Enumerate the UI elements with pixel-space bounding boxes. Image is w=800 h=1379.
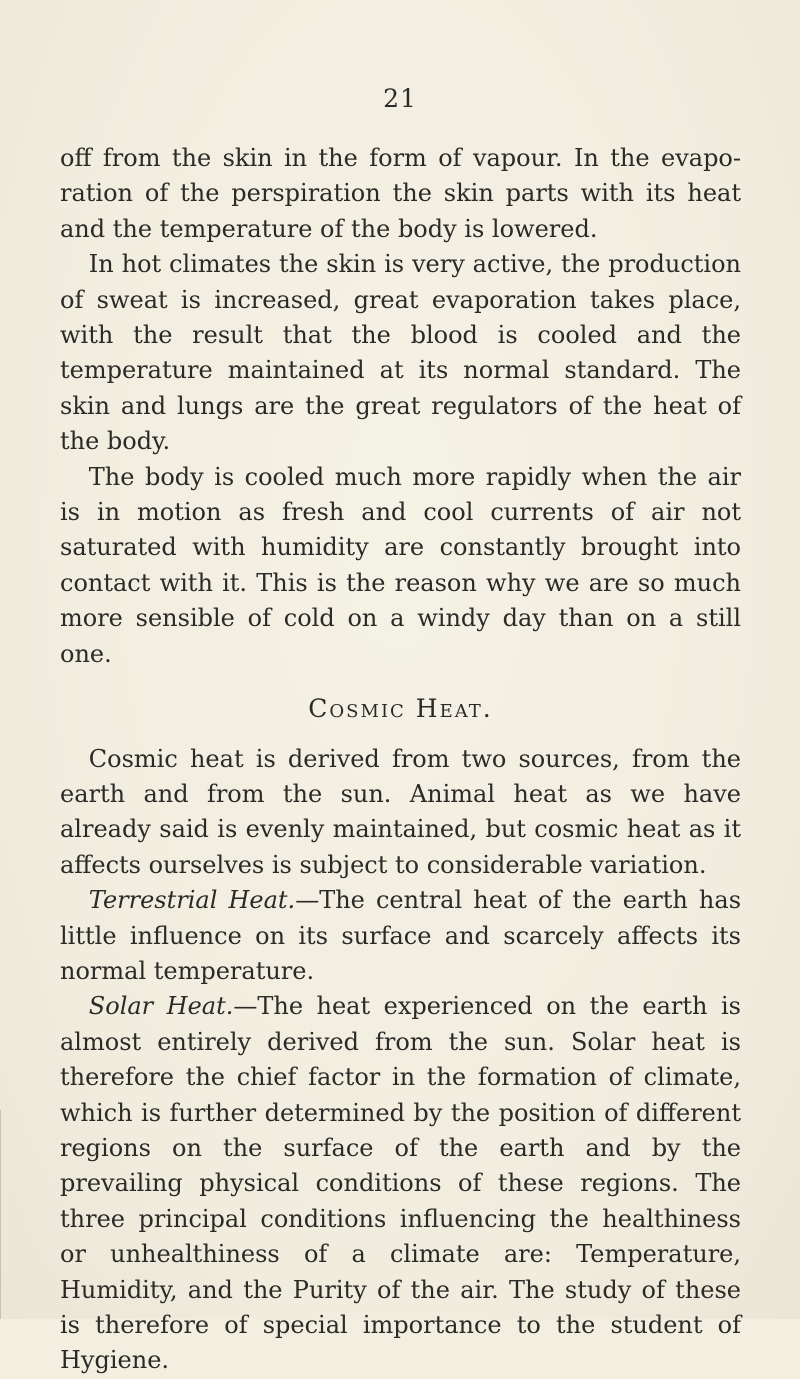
page-edge-line (0, 1110, 1, 1319)
paragraph-solar-heat (60, 989, 741, 1378)
terrestrial-heat-label: Terrestrial Heat. (88, 886, 296, 915)
terrestrial-heat-text: —The central heat of the earth has little influence on its surface and scarcely affects its normal temperature. (60, 886, 742, 985)
paragraph-4: Cosmic heat is derived from two sources, from the earth and from the sun. Animal heat as we have already said is evenly maintained, but cosmic heat as it affects ourselves is subject to considerable variation. (60, 744, 741, 879)
paragraph-terrestrial-heat (60, 883, 741, 989)
body-text (60, 141, 741, 1379)
solar-heat-text: —The heat experienced on the earth is almost entirely derived from the sun. Solar heat is therefore the chief factor in the formation of climate, which is further determined by the position of different regions on the surface of the earth and by the prevailing physical conditions of these regions. The three principal conditions influencing the healthiness or unhealthiness of a climate are: Temperature, Humidity, and the Purity of the air. The study of these is therefore of special importance to the student of Hygiene. (60, 992, 741, 1375)
section-heading: Cosmic Heat. (308, 694, 493, 724)
solar-heat-label: Solar Heat. (88, 992, 234, 1021)
paragraph-3: The body is cooled much more rapidly when the air is in motion as fresh and cool currents of air not saturated with humidity are constantly brought into contact with it. This is the reason why we are so much more sensible of cold on a windy day than on a still one. (60, 462, 741, 668)
page-number: 21 (383, 84, 417, 113)
paragraph-2: In hot climates the skin is very active, the production of sweat is increased, great evaporation takes place, with the result that the blood is cooled and the temperature maintained at its normal standard. The skin and lungs are the great regulators of the heat of the body. (60, 250, 741, 456)
paragraph-1: off from the skin in the form of vapour. In the evapo- ration of the perspiration the skin parts with its heat and the temperature of the body is lowered. (60, 144, 741, 243)
